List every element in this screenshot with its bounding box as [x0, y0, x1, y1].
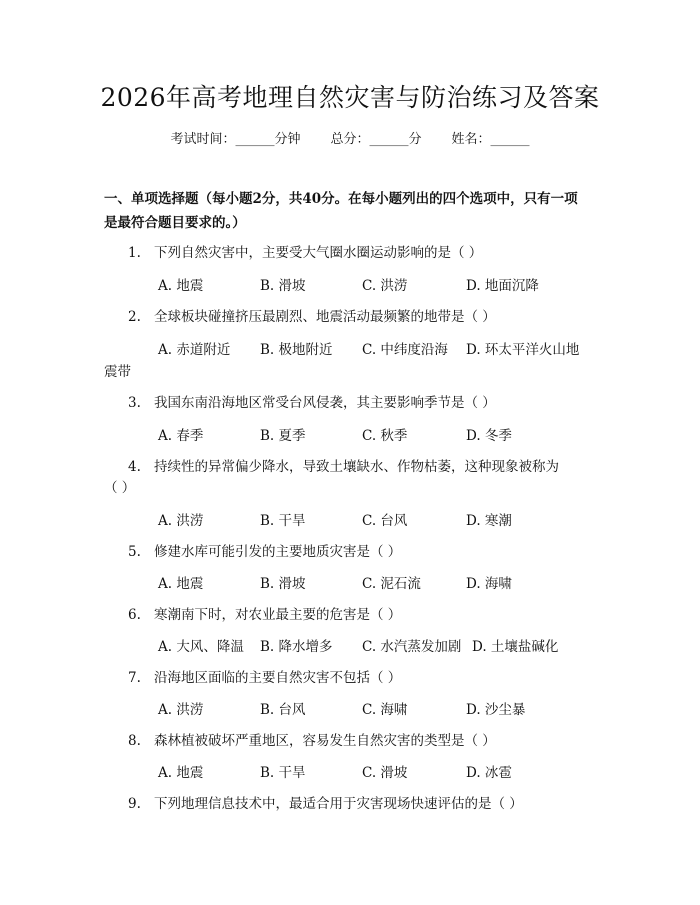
option-a: A. 地震 [158, 278, 204, 294]
option-b: B. 滑坡 [260, 576, 306, 592]
option-c: C. 泥石流 [362, 576, 421, 592]
option-c: C. 海啸 [362, 702, 408, 718]
option-d: D. 冰雹 [466, 765, 512, 781]
question-number: 8. [128, 733, 141, 749]
question-text: 我国东南沿海地区常受台风侵袭，其主要影响季节是（ ） [154, 395, 496, 411]
question-8 [104, 729, 604, 753]
question-text: 修建水库可能引发的主要地质灾害是（ ） [154, 544, 402, 560]
option-a: A. 春季 [158, 428, 204, 444]
option-d: D. 寒潮 [466, 513, 512, 529]
question-text: 下列地理信息技术中，最适合用于灾害现场快速评估的是（ ） [154, 796, 523, 812]
option-b: B. 降水增多 [260, 639, 333, 655]
option-c: C. 水汽蒸发加剧 [362, 639, 462, 655]
question-text: 寒潮南下时，对农业最主要的危害是（ ） [154, 607, 402, 623]
section-heading-line-1: 一、单项选择题（每小题2分，共40分。在每小题列出的四个选项中，只有一项 [104, 191, 578, 207]
option-a: A. 洪涝 [158, 702, 204, 718]
option-a: A. 大风、降温 [158, 639, 244, 655]
question-number: 1. [128, 245, 141, 261]
option-c: C. 秋季 [362, 428, 408, 444]
option-d: D. 环太平洋火山地 [466, 342, 580, 358]
question-number: 4. [128, 459, 141, 475]
page-title: 2026年高考地理自然灾害与防治练习及答案 [100, 83, 600, 112]
option-b: B. 干旱 [260, 513, 306, 529]
option-b: B. 夏季 [260, 428, 306, 444]
question-text: 森林植被破坏严重地区，容易发生自然灾害的类型是（ ） [154, 733, 496, 749]
question-4 [104, 455, 604, 479]
question-number: 2. [128, 309, 141, 325]
question-text: 全球板块碰撞挤压最剧烈、地震活动最频繁的地带是（ ） [154, 309, 496, 325]
question-number: 5. [128, 544, 141, 560]
student-name-label: 姓名：______ [451, 132, 530, 147]
option-a: A. 赤道附近 [158, 342, 231, 358]
question-number: 7. [128, 670, 141, 686]
option-a: A. 洪涝 [158, 513, 204, 529]
question-3 [104, 391, 604, 415]
option-d: D. 土壤盐碱化 [472, 639, 559, 655]
option-d-continuation: 震带 [104, 364, 131, 380]
section-heading-line-2: 是最符合题目要求的。） [104, 215, 246, 231]
option-c: C. 洪涝 [362, 278, 408, 294]
exam-meta [0, 130, 700, 150]
option-a: A. 地震 [158, 576, 204, 592]
question-text: 下列自然灾害中，主要受大气圈水圈运动影响的是（ ） [154, 245, 483, 261]
option-c: C. 滑坡 [362, 765, 408, 781]
exam-time-label: 考试时间：______分钟 [170, 132, 301, 147]
option-d: D. 沙尘暴 [466, 702, 526, 718]
question-1 [104, 241, 604, 265]
question-9 [104, 792, 604, 816]
option-d: D. 冬季 [466, 428, 512, 444]
option-b: B. 滑坡 [260, 278, 306, 294]
option-d: D. 海啸 [466, 576, 512, 592]
question-2 [104, 305, 604, 329]
question-number: 9. [128, 796, 141, 812]
option-c: C. 中纬度沿海 [362, 342, 448, 358]
option-d: D. 地面沉降 [466, 278, 539, 294]
question-6 [104, 603, 604, 627]
option-c: C. 台风 [362, 513, 408, 529]
question-text: 持续性的异常偏少降水，导致土壤缺水、作物枯萎，这种现象被称为 [154, 459, 559, 475]
option-b: B. 极地附近 [260, 342, 333, 358]
question-text: 沿海地区面临的主要自然灾害不包括（ ） [154, 670, 402, 686]
total-score-label: 总分：______分 [330, 132, 422, 147]
question-5 [104, 540, 604, 564]
option-a: A. 地震 [158, 765, 204, 781]
question-4-continuation: （ ） [104, 480, 136, 496]
question-number: 6. [128, 607, 141, 623]
option-b: B. 干旱 [260, 765, 306, 781]
option-b: B. 台风 [260, 702, 306, 718]
section-heading [104, 187, 604, 235]
question-7 [104, 666, 604, 690]
question-number: 3. [128, 395, 141, 411]
